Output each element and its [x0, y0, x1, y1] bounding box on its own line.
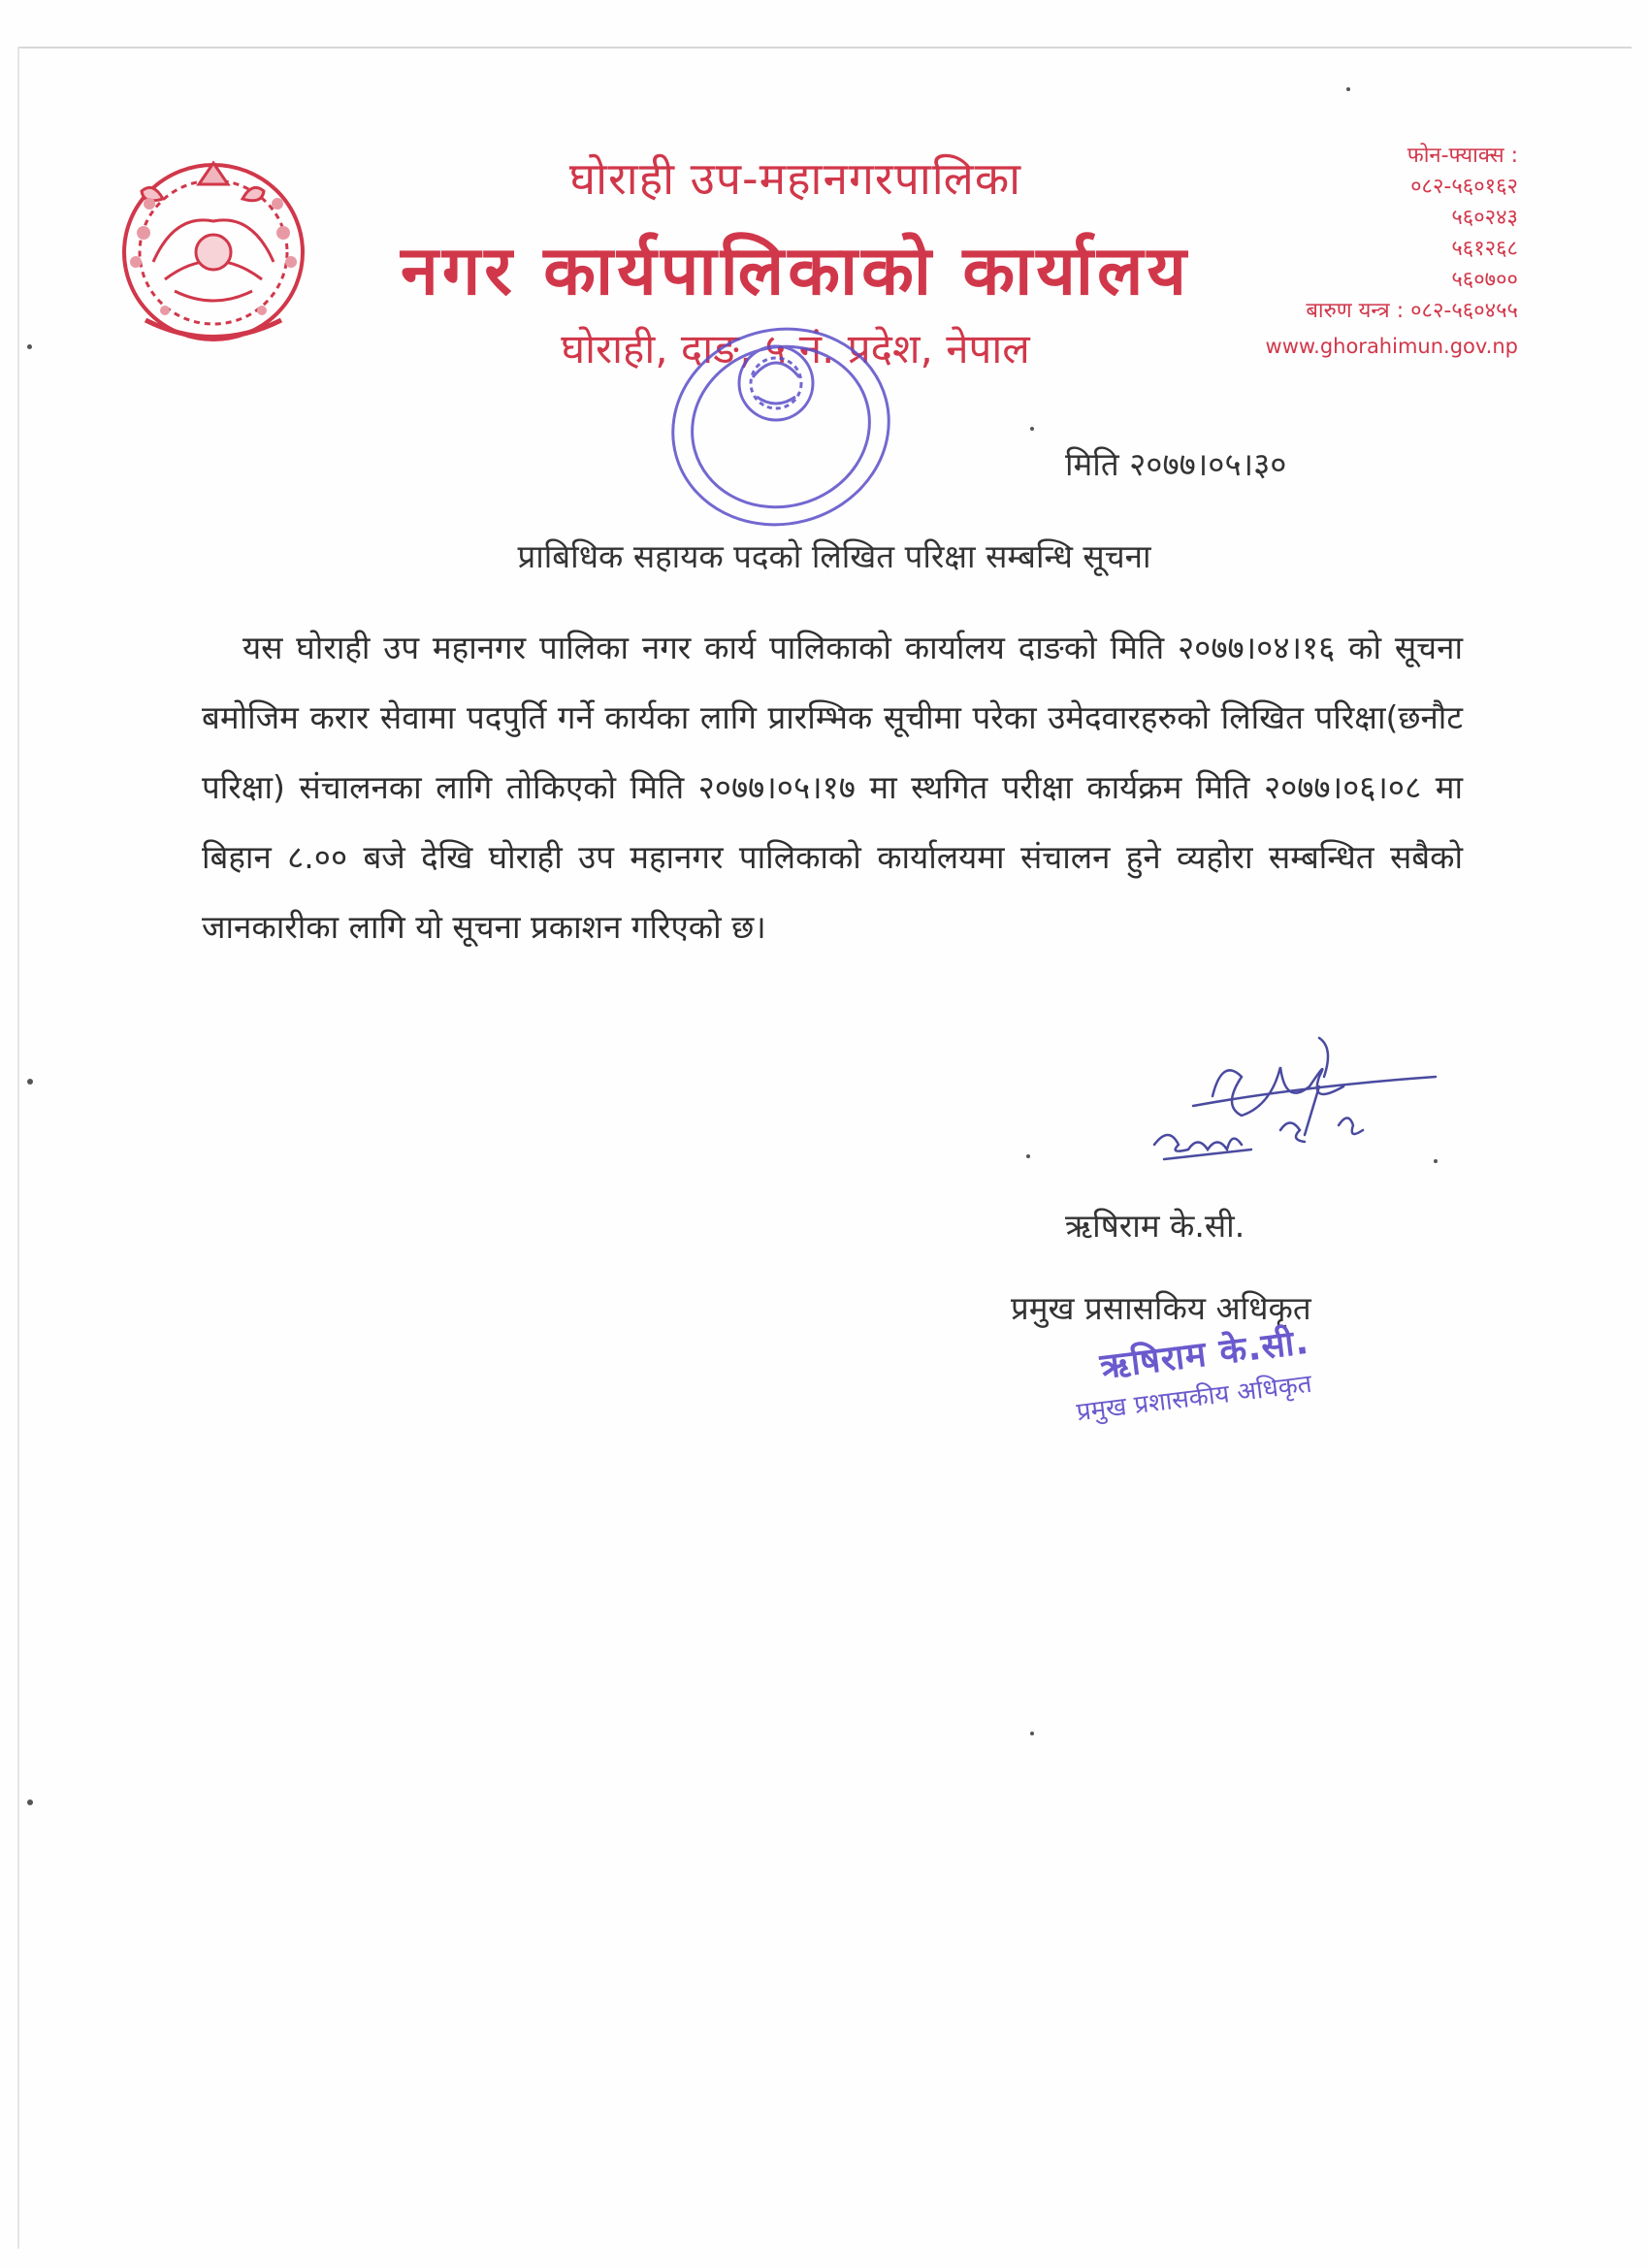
scan-speck: [27, 1079, 33, 1085]
signer-name: ऋषिराम के.सी.: [1065, 1207, 1245, 1245]
fire-brigade-number: बारुण यन्त्र : ०८२-५६०४५५: [1306, 299, 1518, 323]
scan-speck: [1030, 1732, 1034, 1735]
office-address: घोराही, दाङ, ५ नं. प्रदेश, नेपाल: [561, 325, 1030, 373]
stamp-name: ऋषिराम के.सी.: [1097, 1321, 1311, 1387]
left-border-line: [17, 47, 19, 2249]
contact-block: [1198, 141, 1518, 362]
stamp-title: प्रमुख प्रशासकीय अधिकृत: [1075, 1369, 1314, 1428]
scan-speck: [27, 1799, 33, 1805]
top-border-line: [17, 47, 1632, 49]
office-title: नगर कार्यपालिकाको कार्यालय: [400, 231, 1191, 310]
phone-number: ५६०७००: [1451, 268, 1518, 292]
phone-number: ५६१२६८: [1451, 237, 1518, 261]
scan-speck: [1026, 1154, 1030, 1158]
notice-date: [1065, 441, 1286, 485]
website-link[interactable]: www.ghorahimun.gov.np: [1265, 335, 1518, 358]
date-label: मिति: [1065, 445, 1119, 483]
date-value: २०७७।०५।३०: [1129, 445, 1287, 483]
office-seal-stamp: [660, 315, 902, 538]
handwritten-signature: [1135, 1028, 1445, 1193]
phone-number: ०८२-५६०१६२: [1410, 175, 1518, 199]
contact-label: फोन-फ्याक्स :: [1406, 144, 1518, 168]
signer-title: प्रमुख प्रसासकिय अधिकृत: [1011, 1289, 1311, 1327]
municipality-name: घोराही उप-महानगरपालिका: [568, 152, 1022, 205]
notice-body: यस घोराही उप महानगर पालिका नगर कार्य पालिकाको कार्यालय दाङको मिति २०७७।०४।१६ को सूचना बमोजिम करार सेवामा पदपुर्ति गर्ने कार्यका लागि प्रारम्भिक सूचीमा परेका उमेदवारहरुको लिखित परिक्षा(छनौट परिक्षा) संचालनका लागि तोकिएको मिति २०७७।०५।१७ मा स्थगित परीक्षा कार्यक्रम मिति २०७७।०६।०८ मा बिहान ८.०० बजे देखि घोराही उप महानगर पालिकाको कार्यालयमा संचालन हुने व्यहोरा सम्बन्धित सबैको जानकारीका लागि यो सूचना प्रकाशन गरिएको छ।: [202, 629, 1463, 946]
scan-speck: [1346, 87, 1350, 91]
scan-speck: [1030, 427, 1034, 431]
scan-speck: [1434, 1159, 1438, 1163]
scan-speck: [27, 344, 32, 349]
notice-subject: प्राबिधिक सहायक पदको लिखित परिक्षा सम्बन्धि सूचना: [517, 537, 1151, 575]
phone-number: ५६०२४३: [1451, 206, 1518, 230]
